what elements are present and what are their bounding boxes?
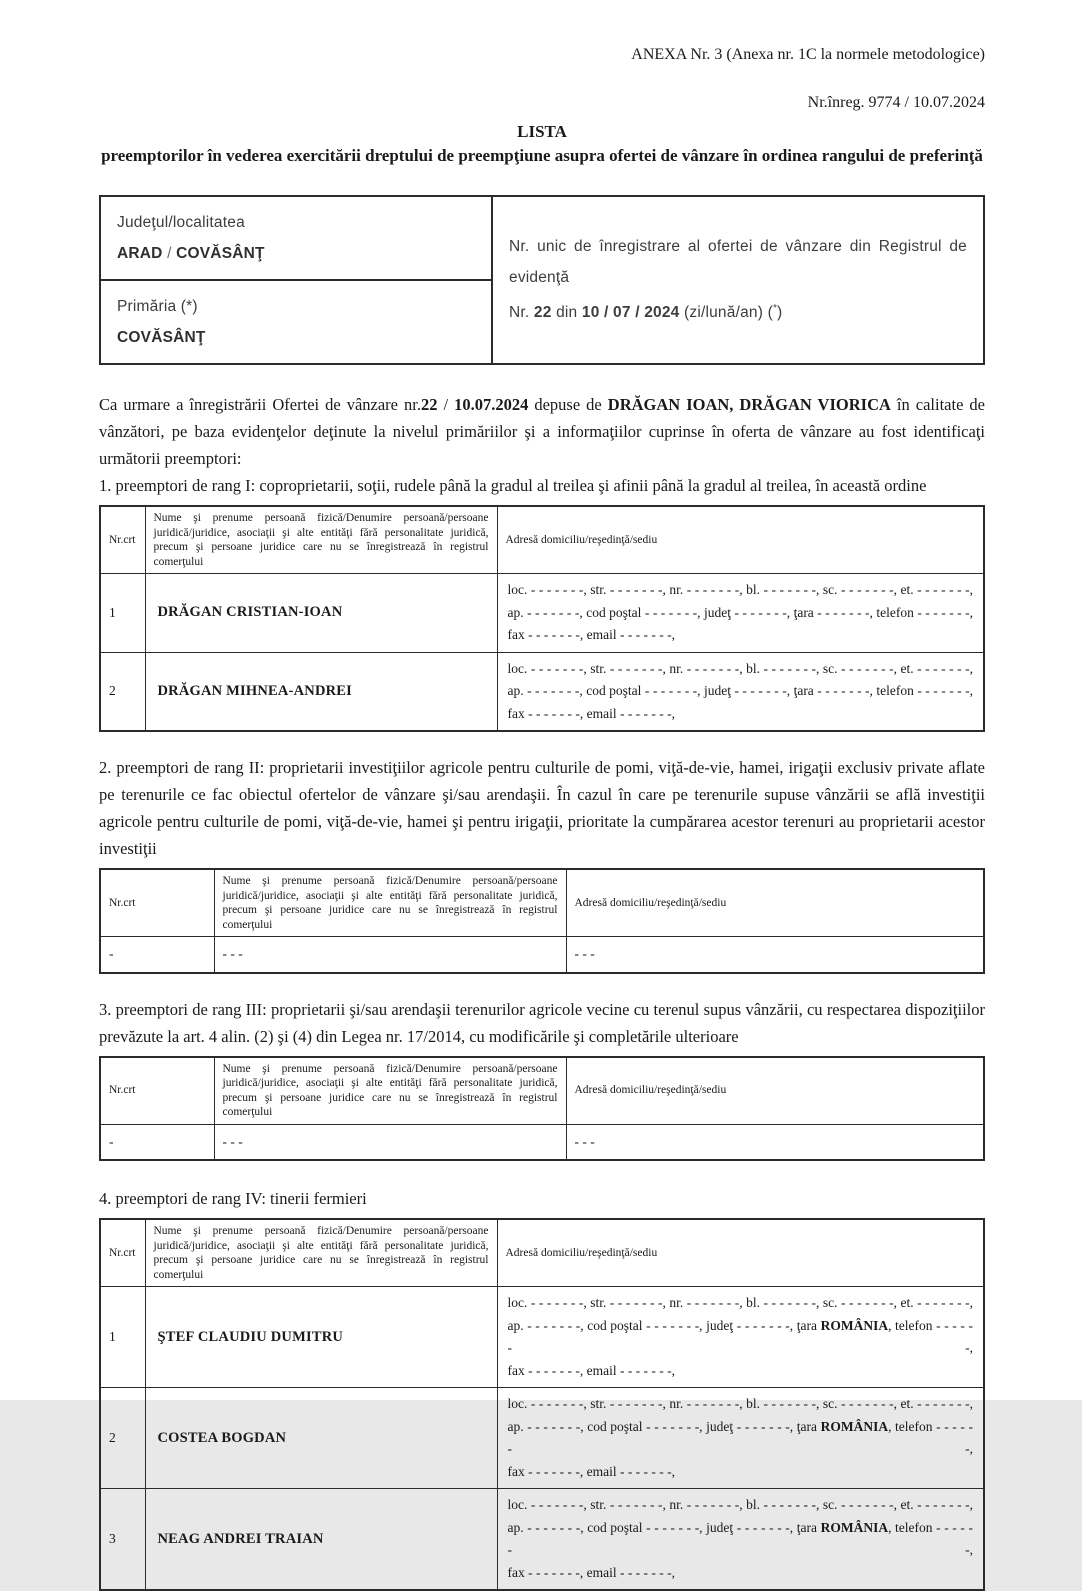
header-name: Nume şi prenume persoană fizică/Denumire persoană/persoane juridică/juridice, asociaţii şi alte entităţi fără personalitate juridică, precum şi persoane juridice care nu se înregistrează în registrul comerţului: [214, 869, 566, 937]
section-rang2-title: 2. preemptori de rang II: proprietarii investiţiilor agricole pentru culturile de pomi, viţă-de-vie, hamei, irigaţii exclusiv private aflate pe terenurile ce fac obiectul ofertelor de vânzare şi/sau arendaşii. În cazul în care pe terenurile supuse vânzării se află investiţii agricole pentru culturile de pomi, viţă-de-vie, hamei şi pentru irigaţii, prioritate la cumpărarea acestor terenuri au proprietarii acestor investiţii: [99, 758, 985, 858]
city-hall-cell: [100, 280, 492, 364]
preemptor-address: loc. - - - - - - -, str. - - - - - - -, nr. - - - - - - -, bl. - - - - - - -, sc. - - - - - - -, et. - - - - - - -, ap. - - - - - - -, cod poştal - - - - - - -, judeţ - - - - - - -, ţara ROMÂNIA, telefon - - - - - - -, fax - - - - - - -, email - - - - - - -,: [497, 1489, 984, 1591]
table-header-row: [100, 1057, 984, 1125]
county-label: Judeţul/localitatea: [117, 214, 245, 231]
rang4-table: [99, 1218, 985, 1591]
rang1-table: [99, 505, 985, 732]
row-number: 1: [100, 1287, 145, 1388]
header-nr: Nr.crt: [100, 1219, 145, 1287]
header-address: Adresă domiciliu/reşedinţă/sediu: [566, 1057, 984, 1125]
table-header-row: [100, 869, 984, 937]
preemptor-name: NEAG ANDREI TRAIAN: [145, 1489, 497, 1591]
county-value: ARAD / COVĂSÂNŢ: [117, 245, 265, 262]
preemptor-name: - - -: [214, 1124, 566, 1160]
preemptor-name: COSTEA BOGDAN: [145, 1388, 497, 1489]
table-row: [100, 1287, 984, 1388]
table-row: [100, 1388, 984, 1489]
table-row-empty: [100, 1124, 984, 1160]
preemptor-address: - - -: [566, 937, 984, 973]
section-rang4-title: 4. preemptori de rang IV: tinerii fermieri: [99, 1189, 367, 1208]
table-row: [100, 574, 984, 653]
document-subtitle: preemptorilor în vederea exercitării dreptului de preempţiune asupra ofertei de vânzare în ordinea rangului de preferinţă: [101, 146, 983, 165]
rang3-table: [99, 1056, 985, 1162]
city-hall-label: Primăria (*): [117, 298, 198, 315]
preemptor-name: - - -: [214, 937, 566, 973]
county-cell: [100, 196, 492, 280]
table-header-row: [100, 506, 984, 574]
document-content: [99, 0, 985, 1591]
country-value: ROMÂNIA: [820, 1418, 889, 1434]
preemptor-address: loc. - - - - - - -, str. - - - - - - -, nr. - - - - - - -, bl. - - - - - - -, sc. - - - - - - -, et. - - - - - - -, ap. - - - - - - -, cod poştal - - - - - - -, judeţ - - - - - - -, ţara - - - - - - -, telefon - - - - - - -, fax - - - - - - -, email - - - - - - -,: [497, 652, 984, 731]
row-number: 2: [100, 652, 145, 731]
table-header-row: [100, 1219, 984, 1287]
header-nr: Nr.crt: [100, 1057, 214, 1125]
row-number: -: [100, 1124, 214, 1160]
header-address: Adresă domiciliu/reşedinţă/sediu: [566, 869, 984, 937]
header-address: Adresă domiciliu/reşedinţă/sediu: [497, 506, 984, 574]
row-number: 1: [100, 574, 145, 653]
header-name: Nume şi prenume persoană fizică/Denumire persoană/persoane juridică/juridice, asociaţii şi alte entităţi fără personalitate juridică, precum şi persoane juridice care nu se înregistrează în registrul comerţului: [145, 506, 497, 574]
row-number: 2: [100, 1388, 145, 1489]
document-title: LISTA: [517, 122, 567, 141]
registry-value: Nr. 22 din 10 / 07 / 2024 (zi/lună/an) (*): [509, 303, 783, 322]
preemptor-address: loc. - - - - - - -, str. - - - - - - -, nr. - - - - - - -, bl. - - - - - - -, sc. - - - - - - -, et. - - - - - - -, ap. - - - - - - -, cod poştal - - - - - - -, judeţ - - - - - - -, ţara ROMÂNIA, telefon - - - - - - -, fax - - - - - - -, email - - - - - - -,: [497, 1287, 984, 1388]
table-row: [100, 1489, 984, 1591]
country-value: ROMÂNIA: [820, 1519, 889, 1535]
preemptor-address: loc. - - - - - - -, str. - - - - - - -, nr. - - - - - - -, bl. - - - - - - -, sc. - - - - - - -, et. - - - - - - -, ap. - - - - - - -, cod poştal - - - - - - -, judeţ - - - - - - -, ţara ROMÂNIA, telefon - - - - - - -, fax - - - - - - -, email - - - - - - -,: [497, 1388, 984, 1489]
header-name: Nume şi prenume persoană fizică/Denumire persoană/persoane juridică/juridice, asociaţii şi alte entităţi fără personalitate juridică, precum şi persoane juridice care nu se înregistrează în registrul comerţului: [214, 1057, 566, 1125]
row-number: -: [100, 937, 214, 973]
header-address: Adresă domiciliu/reşedinţă/sediu: [497, 1219, 984, 1287]
registry-label: Nr. unic de înregistrare al ofertei de vânzare din Registrul de evidenţă: [509, 238, 967, 287]
rang2-table: [99, 868, 985, 974]
city-hall-value: COVĂSÂNŢ: [117, 329, 206, 346]
table-row-empty: [100, 937, 984, 973]
sellers-names: DRĂGAN IOAN, DRĂGAN VIORICA: [607, 395, 891, 414]
section-rang3-title: 3. preemptori de rang III: proprietarii şi/sau arendaşii terenurilor agricole vecine cu terenul supus vânzării, cu respectarea dispoziţiilor prevăzute la art. 4 alin. (2) şi (4) din Legea nr. 17/2014, cu modificările şi completările ulterioare: [99, 999, 985, 1046]
annex-header: ANEXA Nr. 3 (Anexa nr. 1C la normele metodologice): [631, 46, 985, 63]
registration-number-line: Nr.înreg. 9774 / 10.07.2024: [807, 94, 985, 111]
intro-paragraph: Ca urmare a înregistrării Ofertei de vânzare nr.22 / 10.07.2024 depuse de DRĂGAN IOAN, DRĂGAN VIORICA în calitate de vânzători, pe baza evidenţelor deţinute la nivelul primăriilor şi a informaţiilor cuprinse în oferta de vânzare au fost identificaţi următorii preemptori:: [99, 395, 985, 468]
preemptor-address: loc. - - - - - - -, str. - - - - - - -, nr. - - - - - - -, bl. - - - - - - -, sc. - - - - - - -, et. - - - - - - -, ap. - - - - - - -, cod poştal - - - - - - -, judeţ - - - - - - -, ţara - - - - - - -, telefon - - - - - - -, fax - - - - - - -, email - - - - - - -,: [497, 574, 984, 653]
preemptor-name: DRĂGAN MIHNEA-ANDREI: [145, 652, 497, 731]
preemptor-name: DRĂGAN CRISTIAN-IOAN: [145, 574, 497, 653]
section-rang1-title: 1. preemptori de rang I: coproprietarii, soţii, rudele până la gradul al treilea şi afinii până la gradul al treilea, în această ordine: [99, 476, 927, 495]
registry-cell: [492, 196, 984, 364]
country-value: ROMÂNIA: [820, 1317, 889, 1333]
footnote-star: *: [772, 303, 778, 315]
table-row: [100, 652, 984, 731]
info-box-table: [99, 195, 985, 365]
preemptor-name: ŞTEF CLAUDIU DUMITRU: [145, 1287, 497, 1388]
row-number: 3: [100, 1489, 145, 1591]
header-name: Nume şi prenume persoană fizică/Denumire persoană/persoane juridică/juridice, asociaţii şi alte entităţi fără personalitate juridică, precum şi persoane juridice care nu se înregistrează în registrul comerţului: [145, 1219, 497, 1287]
header-nr: Nr.crt: [100, 869, 214, 937]
header-nr: Nr.crt: [100, 506, 145, 574]
preemptor-address: - - -: [566, 1124, 984, 1160]
